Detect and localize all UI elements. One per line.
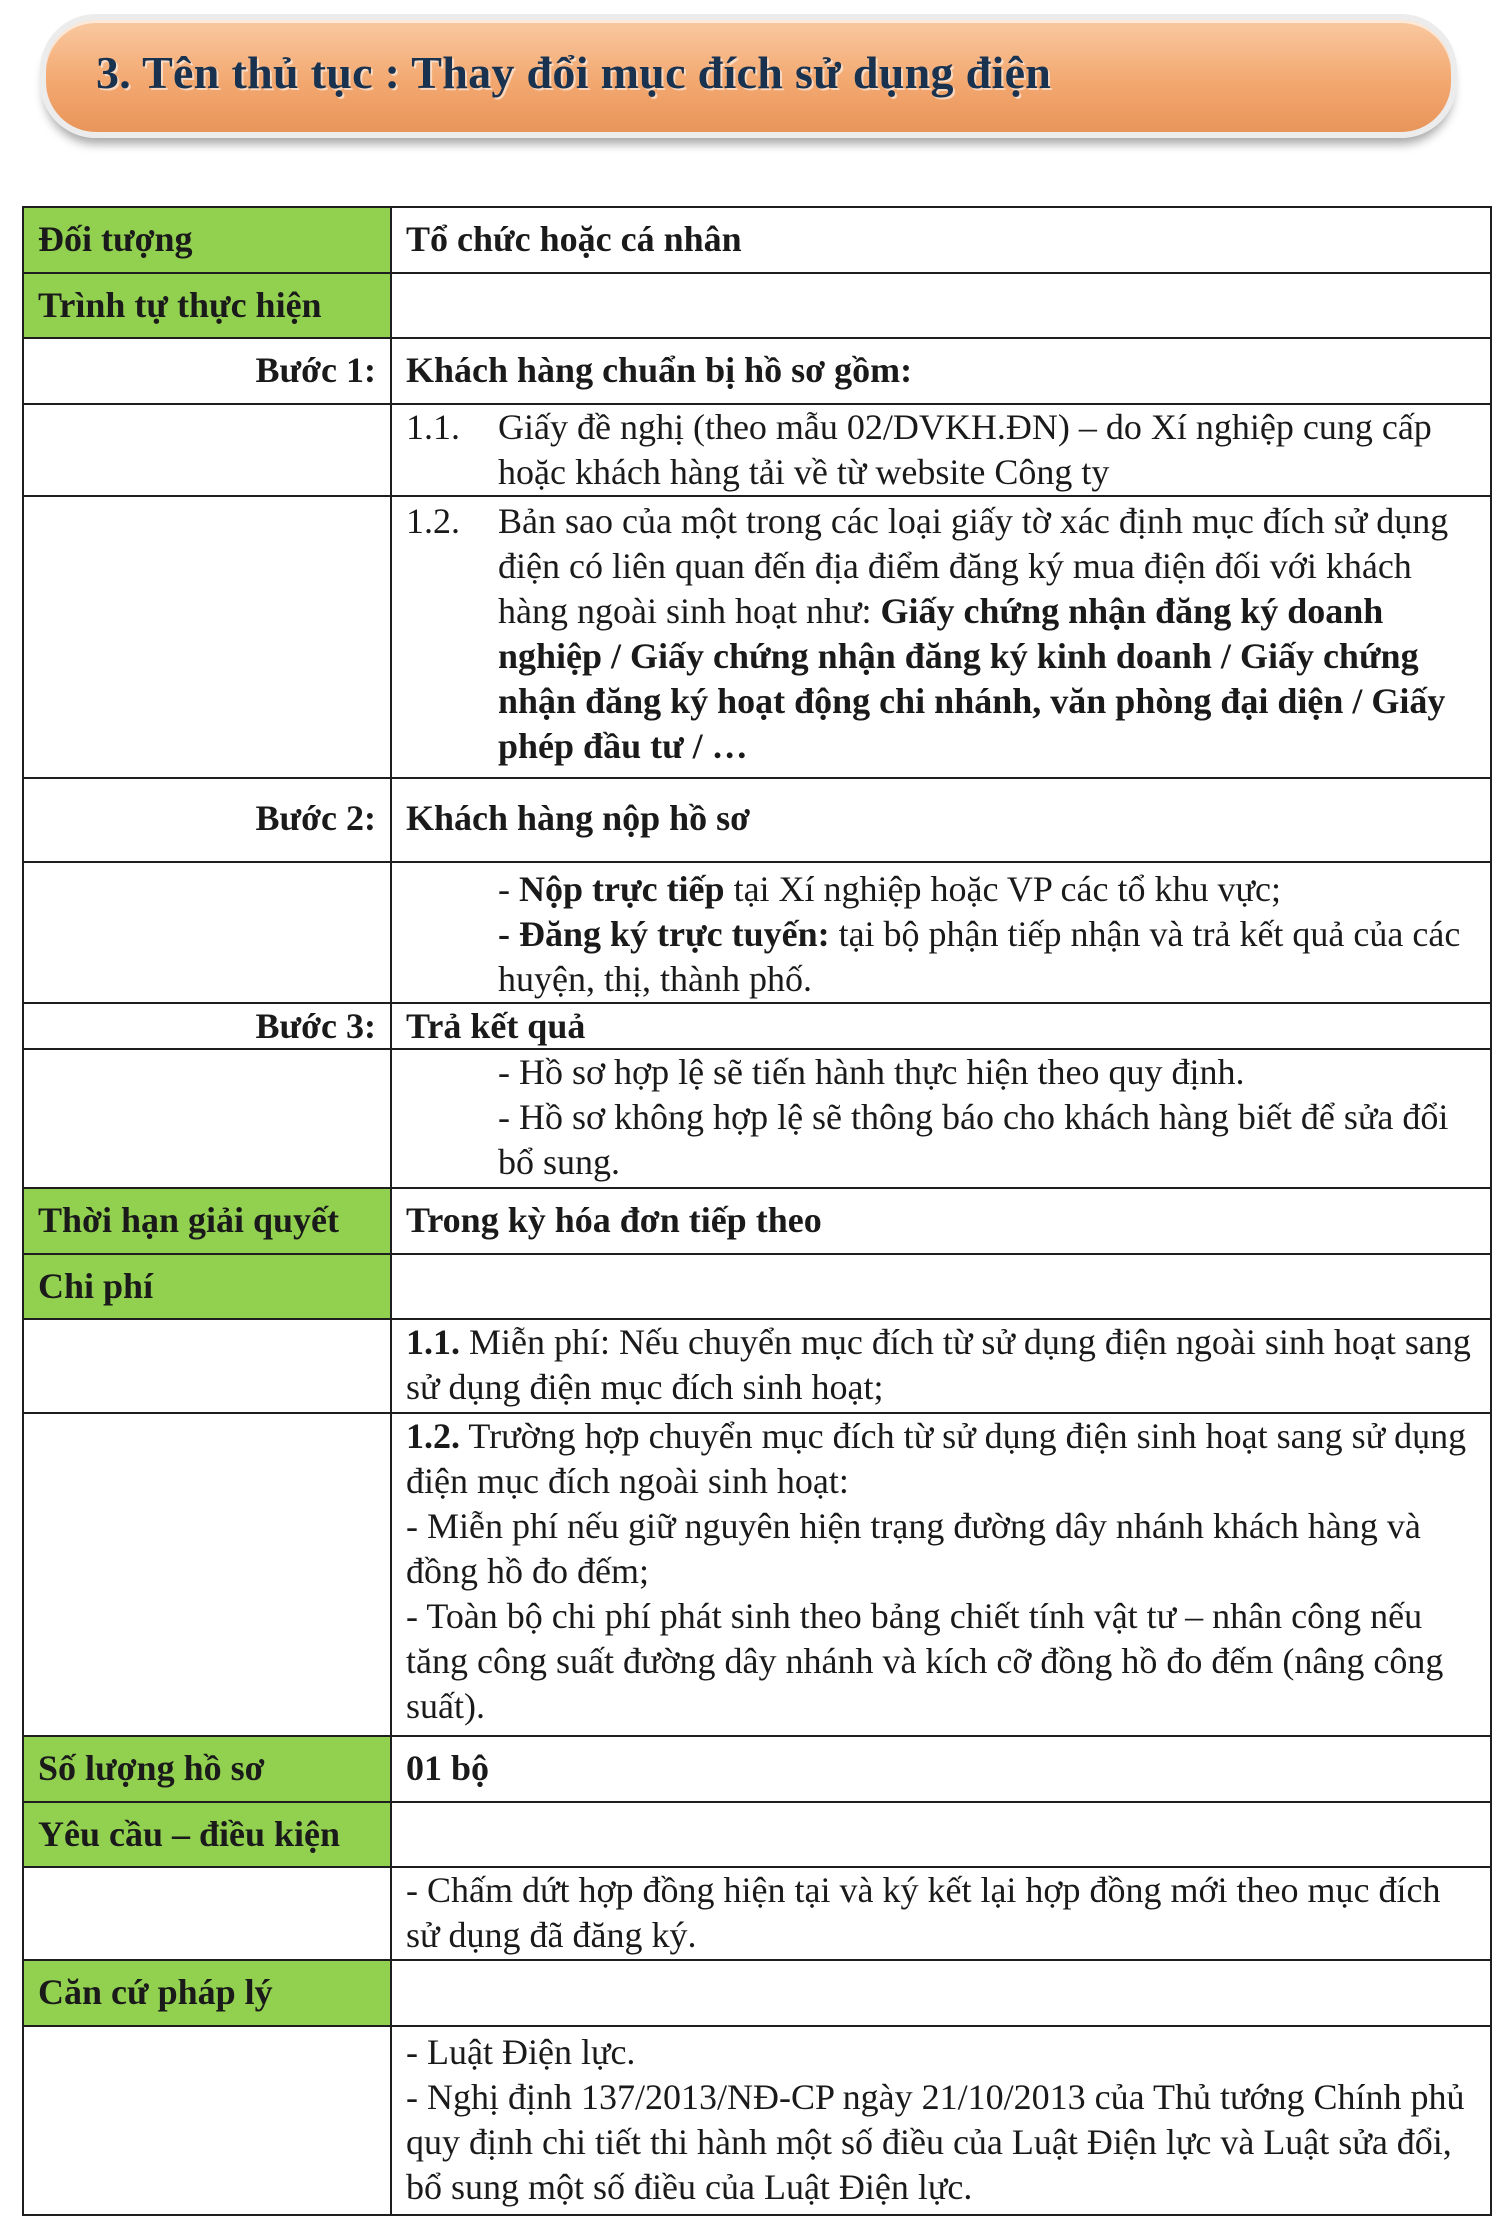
row-buoc-3 [23,1003,1491,1049]
empty-cell [23,1413,391,1736]
value-can-cu [391,1960,1491,2026]
buoc-2-detail [391,862,1491,1003]
row-buoc-1-item-1 [23,404,1491,496]
row-buoc-2-detail [23,862,1491,1003]
procedure-table [22,206,1492,2216]
chi-phi-2 [391,1413,1491,1736]
value-buoc-2: Khách hàng nộp hồ sơ [391,778,1491,862]
row-chi-phi [23,1254,1491,1319]
detail-line-1: - Hồ sơ hợp lệ sẽ tiến hành thực hiện theo quy định. [498,1052,1245,1092]
item-text: Miễn phí: Nếu chuyển mục đích từ sử dụng điện ngoài sinh hoạt sang sử dụng điện mục đích sinh hoạt; [406,1322,1471,1407]
bold-text: Nộp trực tiếp [519,869,725,909]
row-buoc-1-item-2 [23,496,1491,778]
row-can-cu-detail [23,2026,1491,2215]
label-yeu-cau: Yêu cầu – điều kiện [23,1802,391,1867]
buoc-1-item-2 [391,496,1491,778]
numbered-item [406,405,1476,495]
buoc-3-detail [391,1049,1491,1188]
bold-text: - Đăng ký trực tuyến: [498,914,830,954]
empty-cell [23,862,391,1003]
empty-cell [23,1049,391,1188]
item-number: 1.1. [406,1322,460,1362]
row-thoi-han [23,1188,1491,1254]
detail-line-2: - Miễn phí nếu giữ nguyên hiện trạng đường dây nhánh khách hàng và đồng hồ đo đếm; [406,1506,1421,1591]
label-buoc-1: Bước 1: [23,338,391,404]
row-chi-phi-2 [23,1413,1491,1736]
detail-line-2 [498,912,1476,1002]
value-chi-phi [391,1254,1491,1319]
item-text: Giấy đề nghị (theo mẫu 02/DVKH.ĐN) – do Xí nghiệp cung cấp hoặc khách hàng tải về từ website Công ty [498,407,1432,492]
value-buoc-3: Trả kết quả [391,1003,1491,1049]
procedure-title: 3. Tên thủ tục : Thay đổi mục đích sử dụng điện [96,47,1052,98]
dash: - [498,869,519,909]
row-chi-phi-1 [23,1319,1491,1413]
item-number: 1.1. [406,407,460,447]
empty-cell [23,404,391,496]
detail-line-2: - Nghị định 137/2013/NĐ-CP ngày 21/10/2013 của Thủ tướng Chính phủ quy định chi tiết thi hành một số điều của Luật Điện lực và Luật sửa đổi, bổ sung một số điều của Luật Điện lực. [406,2077,1465,2207]
label-buoc-3: Bước 3: [23,1003,391,1049]
empty-cell [23,496,391,778]
row-buoc-3-detail [23,1049,1491,1188]
value-trinh-tu [391,273,1491,338]
value-so-luong: 01 bộ [391,1736,1491,1802]
item-number: 1.2. [406,501,460,541]
item-text: Bản sao của một trong các loại giấy tờ xác định mục đích sử dụng điện có liên quan đến địa điểm đăng ký mua điện đối với khách hàng ngoài sinh hoạt như: [498,501,1449,631]
item-text-bold: Giấy chứng nhận đăng ký doanh nghiệp / Giấy chứng nhận đăng ký kinh doanh / Giấy chứng nhận đăng ký hoạt động chi nhánh, văn phòng đại diện / Giấy phép đầu tư / … [498,591,1446,766]
row-buoc-1 [23,338,1491,404]
detail-block [406,867,1476,1002]
text: tại bộ phận tiếp nhận và trả kết quả của các huyện, thị, thành phố. [498,914,1461,999]
empty-cell [23,1867,391,1960]
row-can-cu [23,1960,1491,2026]
label-buoc-2: Bước 2: [23,778,391,862]
numbered-item [406,499,1476,769]
label-so-luong: Số lượng hồ sơ [23,1736,391,1802]
value-doi-tuong: Tổ chức hoặc cá nhân [391,207,1491,273]
detail-block [406,1050,1476,1185]
label-chi-phi: Chi phí [23,1254,391,1319]
empty-cell [23,1319,391,1413]
empty-cell [23,2026,391,2215]
row-trinh-tu [23,273,1491,338]
label-trinh-tu: Trình tự thực hiện [23,273,391,338]
detail-line-3: - Toàn bộ chi phí phát sinh theo bảng chiết tính vật tư – nhân công nếu tăng công suất đường dây nhánh và kích cỡ đồng hồ đo đếm (nâng công suất). [406,1596,1444,1726]
buoc-1-item-1 [391,404,1491,496]
value-thoi-han: Trong kỳ hóa đơn tiếp theo [391,1188,1491,1254]
row-yeu-cau [23,1802,1491,1867]
item-number: 1.2. [406,1416,460,1456]
yeu-cau-detail: - Chấm dứt hợp đồng hiện tại và ký kết lại hợp đồng mới theo mục đích sử dụng đã đăng ký. [391,1867,1491,1960]
row-yeu-cau-detail [23,1867,1491,1960]
row-doi-tuong [23,207,1491,273]
detail-line-1 [498,867,1476,912]
detail-line-1 [406,1414,1476,1504]
value-buoc-1: Khách hàng chuẩn bị hồ sơ gồm: [391,338,1491,404]
row-buoc-2 [23,778,1491,862]
detail-line-1: - Luật Điện lực. [406,2032,636,2072]
item-text: Trường hợp chuyển mục đích từ sử dụng điện sinh hoạt sang sử dụng điện mục đích ngoài sinh hoạt: [406,1416,1467,1501]
label-doi-tuong: Đối tượng [23,207,391,273]
text: tại Xí nghiệp hoặc VP các tổ khu vực; [724,869,1281,909]
chi-phi-1 [391,1319,1491,1413]
detail-line-2: - Hồ sơ không hợp lệ sẽ thông báo cho khách hàng biết để sửa đổi bổ sung. [498,1097,1449,1182]
value-yeu-cau [391,1802,1491,1867]
label-can-cu: Căn cứ pháp lý [23,1960,391,2026]
title-banner [40,14,1457,138]
can-cu-detail [391,2026,1491,2215]
label-thoi-han: Thời hạn giải quyết [23,1188,391,1254]
row-so-luong [23,1736,1491,1802]
